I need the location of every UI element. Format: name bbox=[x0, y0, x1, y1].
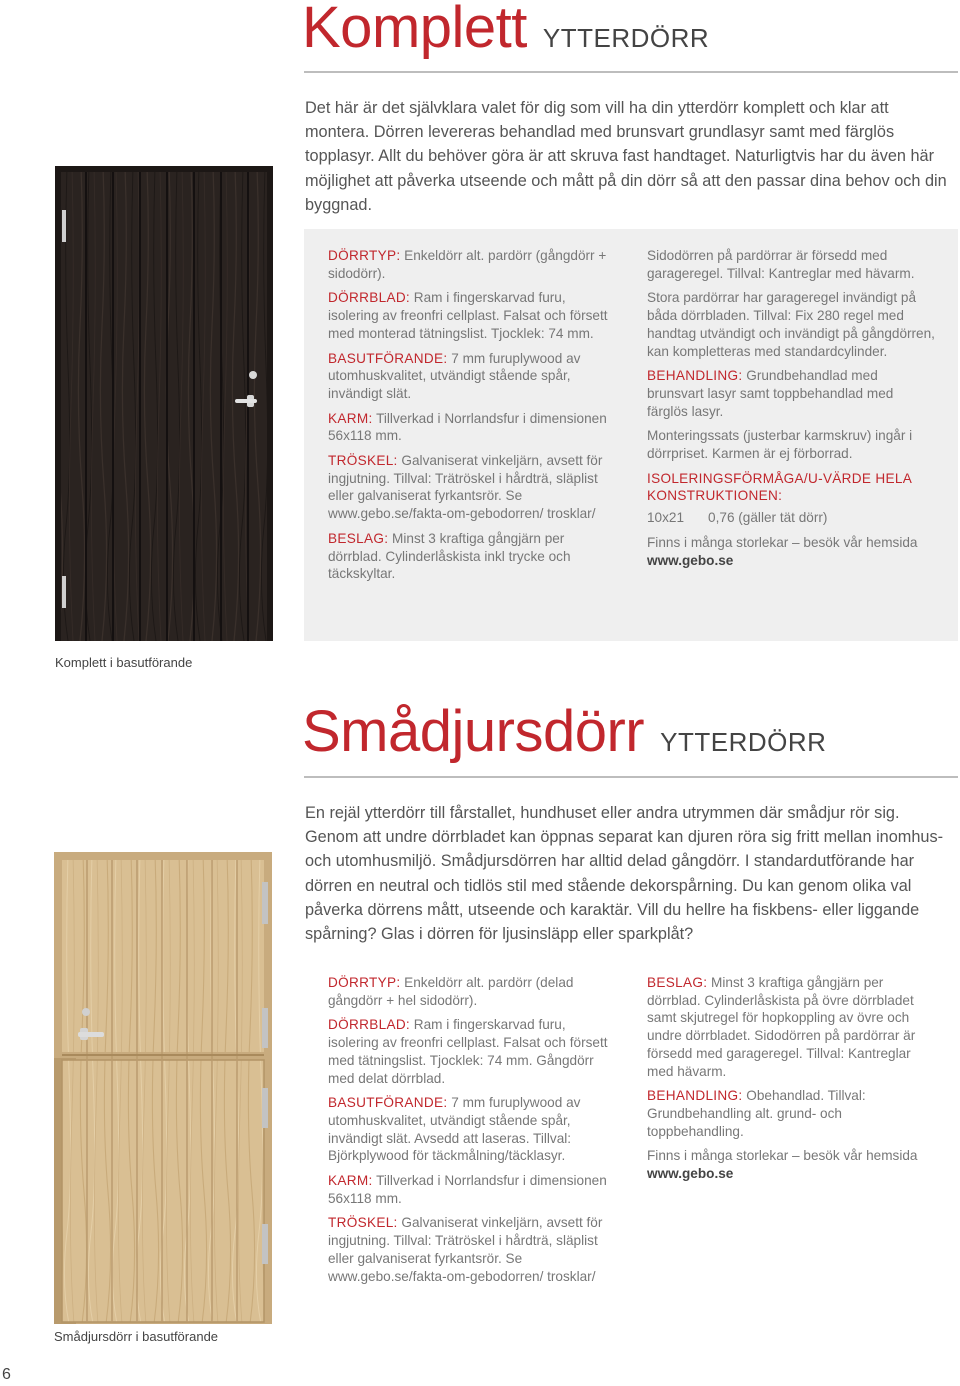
spec-isolering-label: ISOLERINGSFÖRMÅGA/U-VÄRDE HELA KONSTRUKTIONEN: bbox=[647, 470, 912, 504]
gebo-link-2[interactable]: www.gebo.se bbox=[647, 1166, 734, 1182]
spec-beslag-2: BESLAG: Minst 3 kraftiga gångjärn per dörrblad. Cylinderlåskista på övre dörrbladet samt skjutregel för hopkoppling av övre och undre dörrbladet. Sidodörren på pardörrar är försedd med garageregel. Tillval: Kantreglar med hävarm. bbox=[647, 975, 916, 1079]
spec-karm-2: KARM: Tillverkad i Norrlandsfur i dimensionen 56x118 mm. bbox=[328, 1173, 607, 1206]
dark-door-illustration bbox=[55, 166, 273, 641]
spec-finns-2: Finns i många storlekar – besök vår hemsida www.gebo.se bbox=[647, 1148, 918, 1182]
komplett-divider bbox=[304, 71, 958, 73]
spec-sidodorr: Sidodörren på pardörrar är försedd med garageregel. Tillval: Kantreglar med hävarm. bbox=[647, 248, 915, 281]
spec-dorrblad: DÖRRBLAD: Ram i fingerskarvad furu, isolering av freonfri cellplast. Falsat och försett med monterad tätningslist. Tjocklek: 74 mm. bbox=[328, 290, 608, 341]
smadjur-spec-right bbox=[647, 974, 937, 1190]
spec-pardorrar: Stora pardörrar har garageregel invändigt på båda dörrbladen. Tillval: Fix 280 regel med handtag utvändigt och invändigt på gångdörren, kan kompletteras med standardcylinder. bbox=[647, 290, 935, 359]
spec-dorrblad-2: DÖRRBLAD: Ram i fingerskarvad furu, isolering av freonfri cellplast. Falsat och försett med tätningslist. Tjocklek: 74 mm. Gångdörr med delat dörrblad. bbox=[328, 1017, 608, 1086]
spec-behandling: BEHANDLING: Grundbehandlad med brunsvart lasyr samt toppbehandlad med färglös lasyr. bbox=[647, 368, 894, 419]
smadjur-intro: En rejäl ytterdörr till fårstallet, hundhuset eller andra utrymmen där smådjur rör sig. Genom att undre dörrbladet kan öppnas separat kan djuren röra sig fritt mellan inomhus- och utomhusmiljö. Smådjursdörren har alltid delad gångdörr. I standardutförande har dörren en neutral och tidlös stil med stående dekorspårning. Du kan genom olika val påverka dörrens mått, utseende och karaktär. Vill du hellre ha fiskbens- eller liggande spårning? Glas i dörren för ljusinsläpp eller sparkplåt? bbox=[305, 804, 944, 944]
u-value: 0,76 (gäller tät dörr) bbox=[708, 510, 828, 526]
spec-behandling-2: BEHANDLING: Obehandlad. Tillval: Grundbehandling alt. grund- och toppbehandling. bbox=[647, 1088, 866, 1139]
smadjur-subtitle: YTTERDÖRR bbox=[660, 727, 827, 757]
komplett-subtitle: YTTERDÖRR bbox=[542, 23, 710, 53]
komplett-heading bbox=[302, 0, 709, 61]
smadjur-divider bbox=[304, 776, 958, 778]
spec-u-value-row bbox=[647, 509, 937, 527]
spec-dorrtyp-2: DÖRRTYP: Enkeldörr alt. pardörr (delad gångdörr + hel sidodörr). bbox=[328, 975, 574, 1008]
smadjur-title: Smådjursdörr bbox=[302, 699, 645, 764]
smadjur-caption: Smådjursdörr i basutförande bbox=[54, 1329, 219, 1344]
komplett-title: Komplett bbox=[302, 0, 527, 60]
komplett-door-image bbox=[55, 166, 273, 641]
komplett-intro: Det här är det självklara valet för dig som vill ha din ytterdörr komplett och klar att montera. Dörren levereras behandlad med brunsvart grundlasyr samt med färglös topplasyr. Allt du behöver göra är att skruva fast handtaget. Naturligtvis har du även här möjlighet att påverka utseende och mått på din dörr så att den passar dina behov och din byggnad. bbox=[305, 99, 947, 214]
spec-beslag: BESLAG: Minst 3 kraftiga gångjärn per dörrblad. Cylinderlåskista inkl trycke och täckskyltar. bbox=[328, 530, 571, 582]
komplett-caption: Komplett i basutförande bbox=[55, 655, 193, 670]
spec-troskel-2: TRÖSKEL: Galvaniserat vinkeljärn, avsett för ingjutning. Tillval: Trätröskel i hårdträ, släplist eller galvaniserat fyrkantsrör. Se www.gebo.se/fakta-om-gebodorren/ trosklar/ bbox=[328, 1215, 603, 1284]
komplett-spec-left bbox=[328, 247, 618, 590]
spec-monteringssats: Monteringssats (justerbar karmskruv) ingår i dörrpriset. Karmen är ej förborrad. bbox=[647, 428, 913, 462]
spec-karm: KARM: Tillverkad i Norrlandsfur i dimensionen 56x118 mm. bbox=[328, 410, 607, 444]
spec-troskel: TRÖSKEL: Galvaniserat vinkeljärn, avsett för ingjutning. Tillval: Trätröskel i hårdträ, släplist eller galvaniserat fyrkantsrör. Se www.gebo.se/fakta-om-gebodorren/ trosklar/ bbox=[328, 453, 603, 522]
gebo-link[interactable]: www.gebo.se bbox=[647, 552, 734, 568]
spec-finns: Finns i många storlekar – besök vår hemsida www.gebo.se bbox=[647, 534, 918, 568]
spec-basutforande: BASUTFÖRANDE: 7 mm furuplywood av utomhuskvalitet, utvändigt stående spår, invändigt slät. bbox=[328, 350, 581, 401]
u-size: 10x21 bbox=[647, 510, 685, 526]
page-number: 6 bbox=[2, 1366, 11, 1383]
light-door-illustration bbox=[54, 852, 274, 1324]
spec-basutforande-2: BASUTFÖRANDE: 7 mm furuplywood av utomhuskvalitet, utvändigt stående spår, invändigt slät. Avsedd att laseras. Tillval: Björkplywood för täckmålning/täcklasyr. bbox=[328, 1095, 581, 1164]
smadjur-heading bbox=[302, 698, 826, 765]
smadjur-door-image bbox=[54, 852, 274, 1324]
spec-dorrtyp: DÖRRTYP: Enkeldörr alt. pardörr (gångdörr + sidodörr). bbox=[328, 248, 607, 281]
komplett-spec-right bbox=[647, 247, 937, 576]
smadjur-spec-left bbox=[328, 974, 618, 1292]
